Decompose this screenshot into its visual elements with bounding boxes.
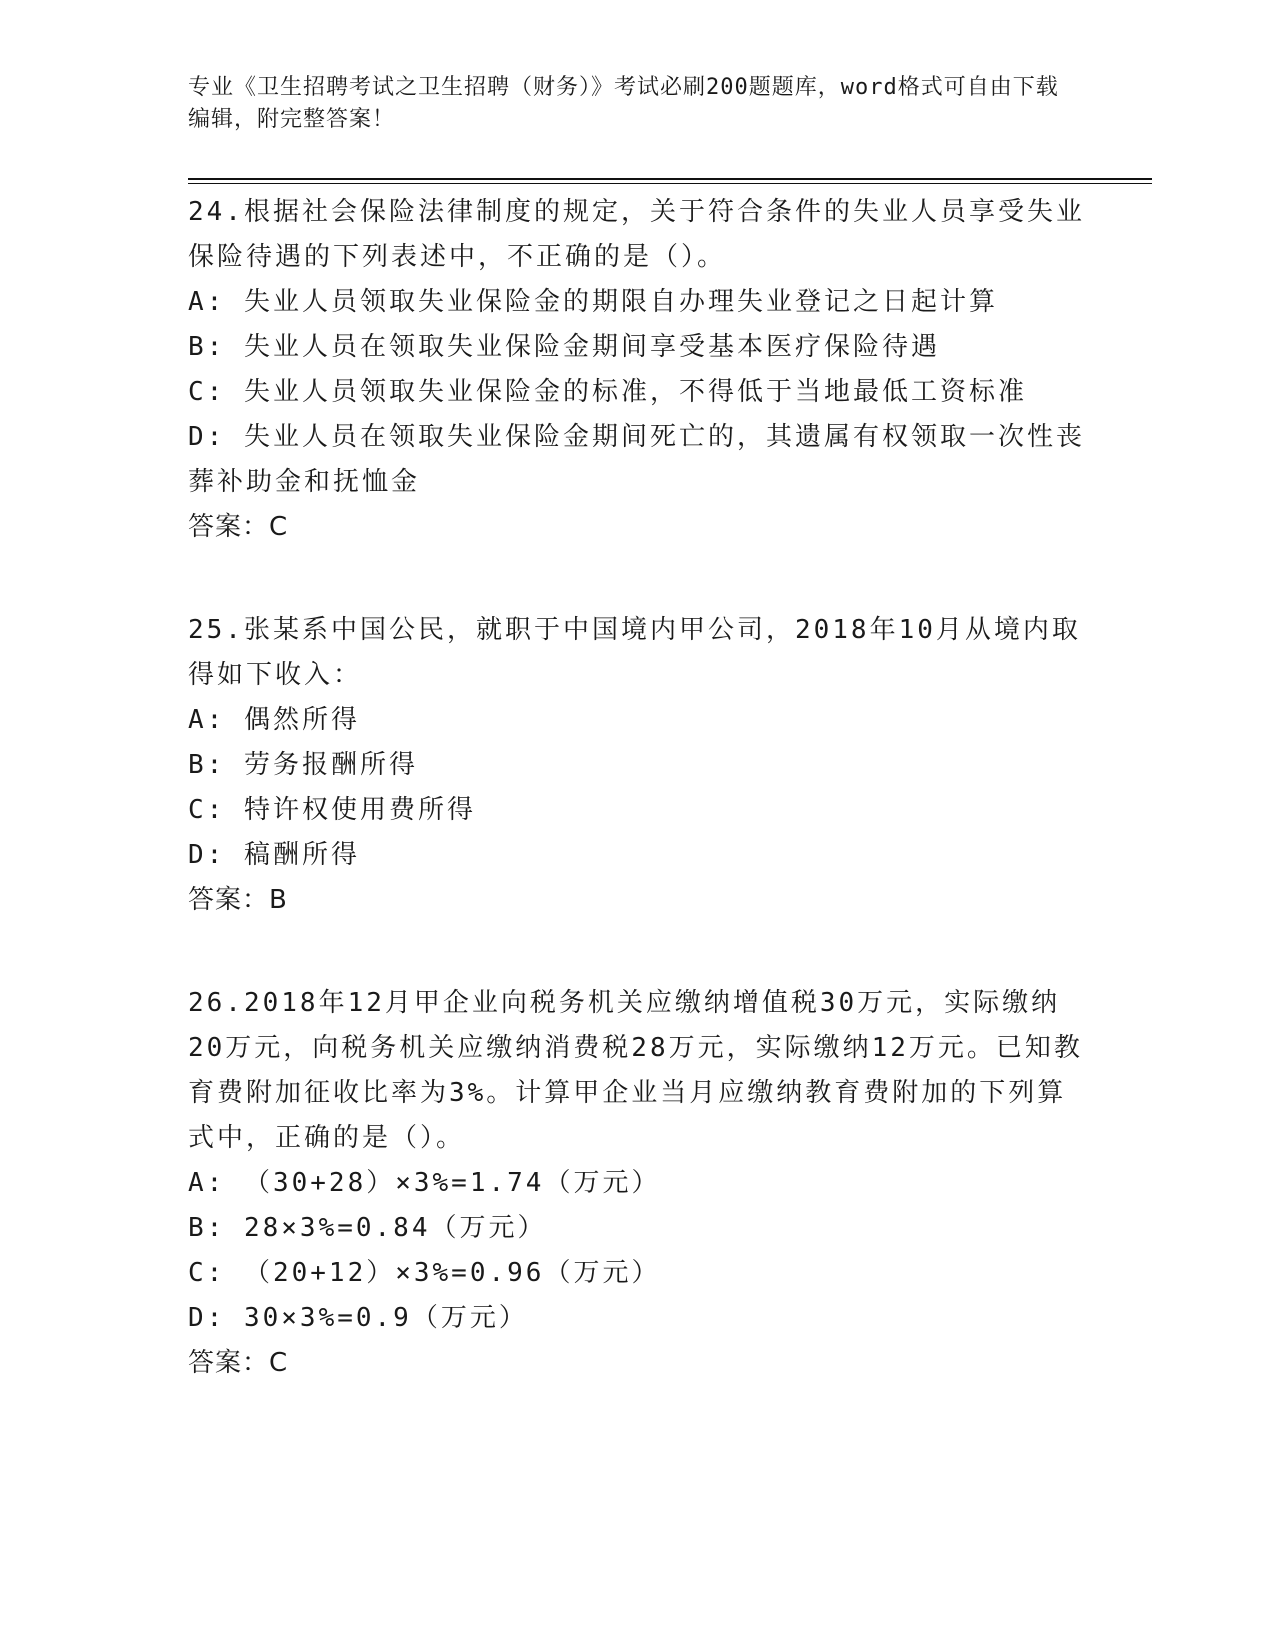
answer-line: 答案：C [188,512,289,542]
option-d: D: 30×3%=0.9（万元） [188,1303,528,1333]
option-a: A: 失业人员领取失业保险金的期限自办理失业登记之日起计算 [188,287,998,317]
option-b: B: 28×3%=0.84（万元） [188,1213,547,1243]
option-c: C: （20+12）×3%=0.96（万元） [188,1258,661,1288]
option-a: A: 偶然所得 [188,705,360,735]
option-c: C: 特许权使用费所得 [188,795,476,825]
option-b: B: 劳务报酬所得 [188,750,418,780]
option-d: D: 失业人员在领取失业保险金期间死亡的，其遗属有权领取一次性丧葬补助金和抚恤金 [188,422,1085,497]
option-a: A: （30+28）×3%=1.74（万元） [188,1168,661,1198]
option-d: D: 稿酬所得 [188,840,360,870]
question-26 [188,981,1088,1386]
question-stem: 26.2018年12月甲企业向税务机关应缴纳增值税30万元，实际缴纳20万元，向税务机关应缴纳消费税28万元，实际缴纳12万元。已知教育费附加征收比率为3%。计算甲企业当月应缴纳教育费附加的下列算式中，正确的是（）。 [188,988,1083,1153]
option-c: C: 失业人员领取失业保险金的标准，不得低于当地最低工资标准 [188,377,1027,407]
document-header: 专业《卫生招聘考试之卫生招聘（财务）》考试必刷200题题库，word格式可自由下载编辑，附完整答案！ [188,75,1059,132]
answer-line: 答案：B [188,885,288,915]
question-24 [188,190,1088,550]
answer-line: 答案：C [188,1348,289,1378]
option-b: B: 失业人员在领取失业保险金期间享受基本医疗保险待遇 [188,332,940,362]
question-stem: 25.张某系中国公民，就职于中国境内甲公司，2018年10月从境内取得如下收入： [188,615,1081,690]
question-list [188,190,1088,1444]
question-stem: 24.根据社会保险法律制度的规定，关于符合条件的失业人员享受失业保险待遇的下列表述中，不正确的是（）。 [188,197,1085,272]
header-rule-thick [188,178,1152,180]
header-rule-thin [188,183,1152,184]
question-25 [188,608,1088,923]
